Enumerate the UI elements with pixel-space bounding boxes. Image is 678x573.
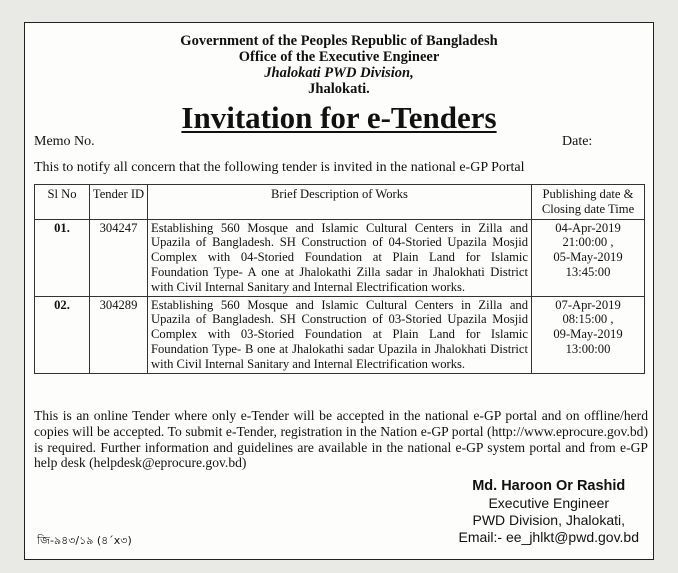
notice-title xyxy=(25,101,653,135)
publish-date: 07-Apr-2019 xyxy=(555,297,621,312)
tender-notice xyxy=(24,22,654,560)
signatory-designation: Executive Engineer xyxy=(488,495,610,511)
table-row xyxy=(35,219,645,296)
publish-time: 21:00:00 , xyxy=(562,235,614,250)
row-tender-id: 304247 xyxy=(90,219,148,296)
publish-time: 08:15:00 , xyxy=(562,312,614,327)
instructions-paragraph: This is an online Tender where only e-Tender will be accepted in the national e-GP portal and on offline/herd copies will be accepted. To submit e-Tender, registration in the Nation e-GP portal (http://www.eprocure.gov.bd) is required. Further information and guidelines are available in the national e-GP system portal and from e-GP help desk (helpdesk@eprocure.gov.bd) xyxy=(34,408,648,471)
row-dates xyxy=(532,219,645,296)
signatory-office: PWD Division, Jhalokati, xyxy=(472,512,625,528)
tender-table xyxy=(34,184,645,374)
header-government: Government of the Peoples Republic of Bangladesh xyxy=(180,33,498,49)
signatory-email: Email:- ee_jhlkt@pwd.gov.bd xyxy=(458,529,639,545)
signature-block xyxy=(459,478,639,546)
header-location: Jhalokati. xyxy=(308,81,370,97)
row-sl: 02. xyxy=(35,296,90,373)
row-description: Establishing 560 Mosque and Islamic Cultural Centers in Zilla and Upazila of Bangladesh. SH Construction of 03-Storied Upazila Mosjid Complex with 03-Storied Foundation at Plain Land for Islamic Foundation Type- B one at Jhalokathi sadar Upazila in Jhalokhati District with Civil Internal Sanitary and Internal Electrification works. xyxy=(148,296,532,373)
header-office: Office of the Executive Engineer xyxy=(238,49,440,65)
header-division: Jhalokati PWD Division, xyxy=(264,65,414,81)
reference-code: জি-৯৪৩/১৯ (৪´x৩) xyxy=(37,534,132,547)
table-header-row xyxy=(35,185,645,220)
date-label: Date: xyxy=(562,134,593,149)
col-header-dates: Publishing date & Closing date Time xyxy=(532,185,645,220)
notice-title-text: Invitation for e-Tenders xyxy=(181,100,497,135)
memo-label: Memo No. xyxy=(34,134,95,149)
row-sl: 01. xyxy=(35,219,90,296)
table-row xyxy=(35,296,645,373)
col-header-sl: Sl No xyxy=(35,185,90,220)
row-description: Establishing 560 Mosque and Islamic Cultural Centers in Zilla and Upazila of Bangladesh. SH Construction of 04-Storied Upazila Mosjid Complex with 04-Storied Foundation at Plain Land for Islamic Foundation Type- A one at Jhalokathi Zilla sadar in Jhalokhati District with Civil Internal Sanitary and Internal Electrification works. xyxy=(148,219,532,296)
closing-date: 05-May-2019 xyxy=(553,250,623,265)
closing-date: 09-May-2019 xyxy=(553,327,623,342)
closing-time: 13:00:00 xyxy=(565,341,611,356)
closing-time: 13:45:00 xyxy=(565,264,611,279)
intro-text: This to notify all concern that the following tender is invited in the national e-GP Portal xyxy=(34,160,525,175)
row-dates xyxy=(532,296,645,373)
col-header-description: Brief Description of Works xyxy=(148,185,532,220)
col-header-tender-id: Tender ID xyxy=(90,185,148,220)
publish-date: 04-Apr-2019 xyxy=(555,220,621,235)
signatory-name: Md. Haroon Or Rashid xyxy=(472,478,626,494)
row-tender-id: 304289 xyxy=(90,296,148,373)
